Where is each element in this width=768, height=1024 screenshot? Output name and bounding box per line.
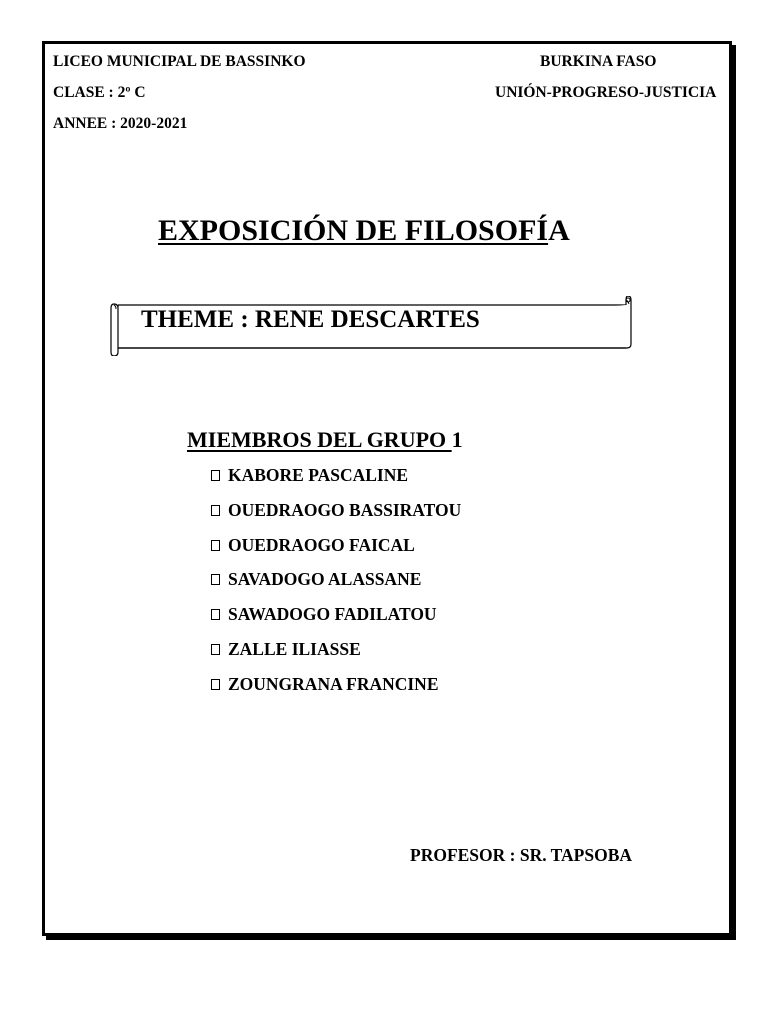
professor-name: PROFESOR : SR. TAPSOBA <box>410 845 633 865</box>
bullet-box-icon <box>211 679 220 690</box>
list-item <box>211 604 461 639</box>
page-title <box>158 214 570 248</box>
page-title-rest: A <box>548 214 570 247</box>
bullet-box-icon <box>211 470 220 481</box>
list-item <box>211 535 461 570</box>
theme-label: THEME : RENE DESCARTES <box>141 306 480 333</box>
member-name: SAVADOGO ALASSANE <box>228 569 422 590</box>
members-heading <box>187 427 463 453</box>
page-title-underlined: EXPOSICIÓN DE FILOSOFÍ <box>158 214 549 247</box>
member-name: OUEDRAOGO BASSIRATOU <box>228 499 462 520</box>
member-name: OUEDRAOGO FAICAL <box>228 534 415 555</box>
list-item <box>211 569 461 604</box>
member-name: SAWADOGO FADILATOU <box>228 604 437 625</box>
bullet-box-icon <box>211 505 220 516</box>
school-name: LICEO MUNICIPAL DE BASSINKO <box>53 53 306 70</box>
list-item <box>211 674 461 709</box>
bullet-box-icon <box>211 540 220 551</box>
bullet-box-icon <box>211 644 220 655</box>
members-heading-underlined: MIEMBROS DEL GRUPO <box>187 427 452 452</box>
member-name: ZOUNGRANA FRANCINE <box>228 673 439 694</box>
member-list <box>211 465 461 709</box>
school-year: ANNEE : 2020-2021 <box>53 115 188 132</box>
list-item <box>211 500 461 535</box>
list-item <box>211 465 461 500</box>
country-name: BURKINA FASO <box>540 53 657 70</box>
list-item <box>211 639 461 674</box>
bullet-box-icon <box>211 609 220 620</box>
class-label: CLASE : 2º C <box>53 84 146 101</box>
member-name: ZALLE ILIASSE <box>228 638 361 659</box>
member-name: KABORE PASCALINE <box>228 465 409 485</box>
bullet-box-icon <box>211 574 220 585</box>
national-motto: UNIÓN-PROGRESO-JUSTICIA <box>495 84 717 101</box>
members-heading-number: 1 <box>451 427 463 452</box>
